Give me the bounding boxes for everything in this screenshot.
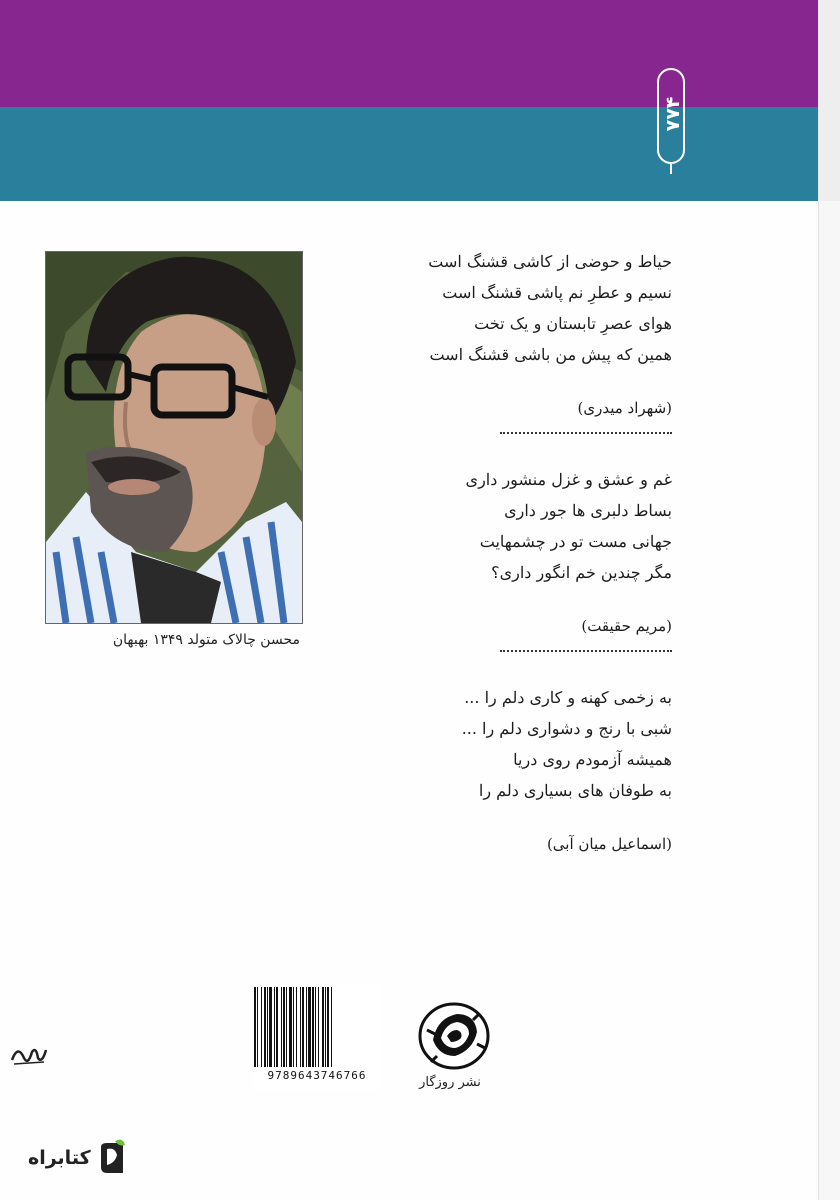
book-leaf-icon — [97, 1139, 127, 1177]
poem-3 — [372, 682, 672, 858]
poems-column — [372, 246, 672, 888]
poem-line: غم و عشق و غزل منشور داری — [465, 470, 672, 489]
poem-2 — [372, 464, 672, 652]
photo-caption: محسن چالاک متولد ۱۳۴۹ بهبهان — [112, 632, 300, 648]
purple-band — [0, 0, 818, 107]
poem-author: (شهراد میدری) — [577, 399, 672, 417]
watermark-logo — [28, 1138, 127, 1178]
author-photo — [45, 251, 303, 624]
spine-edge — [818, 0, 840, 1200]
series-number-tag — [657, 68, 685, 164]
barcode-digits: 9789643746766 — [267, 1069, 367, 1082]
poem-line: بساط دلبری ها جور داری — [504, 501, 672, 520]
poem-line: به زخمی کهنه و کاری دلم را ... — [464, 688, 672, 707]
poem-line: شبی با رنج و دشواری دلم را ... — [461, 719, 672, 738]
poem-line: مگر چندین خم انگور داری؟ — [491, 563, 672, 582]
barcode-bars — [254, 987, 380, 1067]
dotted-divider — [500, 432, 672, 434]
poem-line: هوای عصرِ تابستان و یک تخت — [474, 314, 672, 333]
isbn-barcode — [252, 985, 382, 1090]
poem-author: (مریم حقیقت) — [581, 617, 672, 635]
poem-line: نسیم و عطرِ نم پاشی قشنگ است — [442, 283, 672, 302]
poem-line: همین که پیش من باشی قشنگ است — [429, 345, 672, 364]
poem-line: همیشه آزمودم روی دریا — [513, 750, 672, 769]
series-number: ۷۷۴ — [662, 96, 684, 132]
poem-line: جهانی مست تو در چشمهایت — [479, 532, 672, 551]
rooster-seal-icon — [413, 1000, 495, 1072]
watermark-text: کتابراه — [28, 1147, 91, 1169]
poem-author: (اسماعیل میان آبی) — [546, 835, 672, 853]
poem-1 — [372, 246, 672, 434]
teal-band — [0, 107, 818, 201]
dotted-divider — [500, 650, 672, 652]
poem-line: به طوفان های بسیاری دلم را — [478, 781, 672, 800]
designer-signature-icon — [8, 1040, 50, 1070]
poem-line: حیاط و حوضی از کاشی قشنگ است — [428, 252, 672, 271]
publisher-name: نشر روزگار — [419, 1075, 481, 1090]
